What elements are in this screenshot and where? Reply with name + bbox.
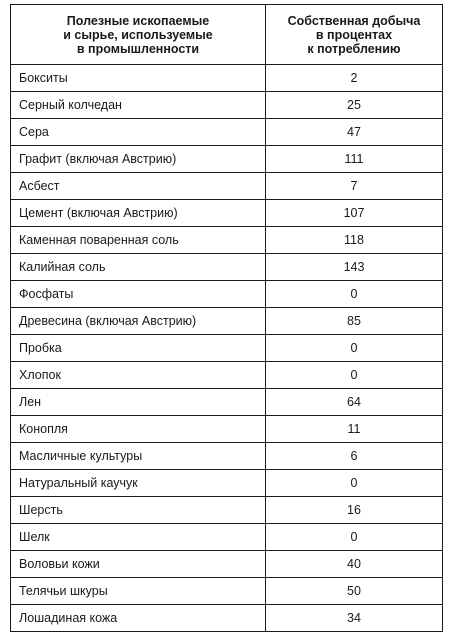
material-name-cell: Графит (включая Австрию) bbox=[11, 146, 266, 173]
material-name-cell: Хлопок bbox=[11, 362, 266, 389]
percent-value-cell: 85 bbox=[266, 308, 443, 335]
table-row bbox=[11, 308, 443, 335]
material-name-cell: Лен bbox=[11, 389, 266, 416]
raw-materials-table bbox=[10, 4, 443, 632]
table-row bbox=[11, 497, 443, 524]
table-row bbox=[11, 92, 443, 119]
percent-value-cell: 64 bbox=[266, 389, 443, 416]
table-row bbox=[11, 470, 443, 497]
material-name-cell: Сера bbox=[11, 119, 266, 146]
table-row bbox=[11, 362, 443, 389]
material-name-cell: Шерсть bbox=[11, 497, 266, 524]
material-name-cell: Телячьи шкуры bbox=[11, 578, 266, 605]
data-table-container bbox=[10, 4, 442, 632]
table-row bbox=[11, 551, 443, 578]
material-name-cell: Фосфаты bbox=[11, 281, 266, 308]
material-name-cell: Пробка bbox=[11, 335, 266, 362]
table-row bbox=[11, 605, 443, 632]
material-name-cell: Воловьи кожи bbox=[11, 551, 266, 578]
table-row bbox=[11, 254, 443, 281]
table-row bbox=[11, 281, 443, 308]
table-row bbox=[11, 335, 443, 362]
percent-value-cell: 40 bbox=[266, 551, 443, 578]
material-name-cell: Лошадиная кожа bbox=[11, 605, 266, 632]
material-name-cell: Бокситы bbox=[11, 65, 266, 92]
percent-value-cell: 0 bbox=[266, 470, 443, 497]
table-row bbox=[11, 227, 443, 254]
material-name-cell: Шелк bbox=[11, 524, 266, 551]
table-row bbox=[11, 65, 443, 92]
header-own-production-percent: Собственная добыча в процентах к потреблению bbox=[266, 5, 443, 65]
percent-value-cell: 118 bbox=[266, 227, 443, 254]
table-row bbox=[11, 173, 443, 200]
header-row bbox=[11, 5, 443, 65]
percent-value-cell: 6 bbox=[266, 443, 443, 470]
table-header bbox=[11, 5, 443, 65]
material-name-cell: Серный колчедан bbox=[11, 92, 266, 119]
table-row bbox=[11, 200, 443, 227]
percent-value-cell: 7 bbox=[266, 173, 443, 200]
percent-value-cell: 0 bbox=[266, 335, 443, 362]
material-name-cell: Каменная поваренная соль bbox=[11, 227, 266, 254]
percent-value-cell: 0 bbox=[266, 362, 443, 389]
percent-value-cell: 107 bbox=[266, 200, 443, 227]
material-name-cell: Калийная соль bbox=[11, 254, 266, 281]
table-row bbox=[11, 443, 443, 470]
header-materials: Полезные ископаемые и сырье, используемые в промышленности bbox=[11, 5, 266, 65]
percent-value-cell: 111 bbox=[266, 146, 443, 173]
table-row bbox=[11, 146, 443, 173]
percent-value-cell: 2 bbox=[266, 65, 443, 92]
percent-value-cell: 34 bbox=[266, 605, 443, 632]
percent-value-cell: 50 bbox=[266, 578, 443, 605]
material-name-cell: Цемент (включая Австрию) bbox=[11, 200, 266, 227]
percent-value-cell: 0 bbox=[266, 281, 443, 308]
material-name-cell: Древесина (включая Австрию) bbox=[11, 308, 266, 335]
percent-value-cell: 11 bbox=[266, 416, 443, 443]
table-row bbox=[11, 524, 443, 551]
table-row bbox=[11, 389, 443, 416]
percent-value-cell: 143 bbox=[266, 254, 443, 281]
table-body bbox=[11, 65, 443, 632]
table-row bbox=[11, 119, 443, 146]
table-row bbox=[11, 416, 443, 443]
material-name-cell: Масличные культуры bbox=[11, 443, 266, 470]
table-row bbox=[11, 578, 443, 605]
percent-value-cell: 47 bbox=[266, 119, 443, 146]
material-name-cell: Натуральный каучук bbox=[11, 470, 266, 497]
material-name-cell: Конопля bbox=[11, 416, 266, 443]
percent-value-cell: 0 bbox=[266, 524, 443, 551]
material-name-cell: Асбест bbox=[11, 173, 266, 200]
percent-value-cell: 16 bbox=[266, 497, 443, 524]
percent-value-cell: 25 bbox=[266, 92, 443, 119]
